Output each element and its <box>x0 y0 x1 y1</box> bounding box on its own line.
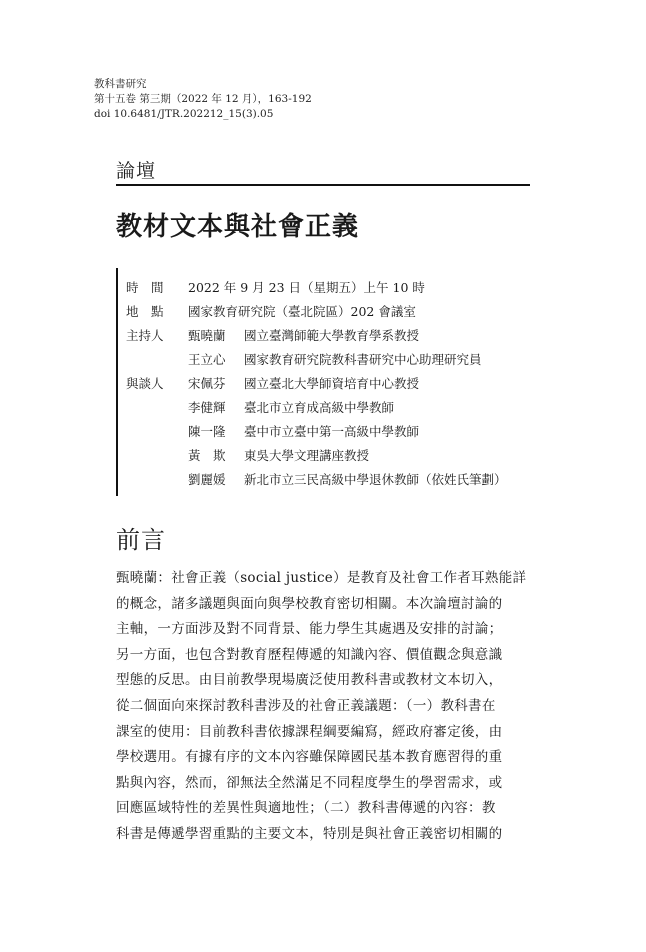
panelist-name: 黃 欺 <box>188 448 226 463</box>
journal-doi: doi 10.6481/JTR.202212_15(3).05 <box>94 108 274 120</box>
body-line: 科書是傳遞學習重點的主要文本，特別是與社會正義密切相關的 <box>116 825 503 842</box>
body-line: 另一方面，也包含對教育歷程傳遞的知識內容、價值觀念與意識 <box>116 646 503 663</box>
panelist-name: 劉麗媛 <box>188 472 226 487</box>
journal-header <box>94 77 312 122</box>
host-label: 主持人 <box>126 328 164 343</box>
body-line: 的概念，諸多議題與面向與學校教育密切相關。本次論壇討論的 <box>116 595 503 612</box>
journal-issue: 第十五卷 第三期（2022 年 12 月），163-192 <box>94 93 312 105</box>
time-label: 時 間 <box>126 280 164 295</box>
host-title: 國立臺灣師範大學教育學系教授 <box>244 328 420 343</box>
body-line: 回應區域特性的差異性與適地性；（二）教科書傳遞的內容：教 <box>116 800 496 817</box>
panelist-title: 臺中市立臺中第一高級中學教師 <box>244 424 420 439</box>
body-line: 主軸，一方面涉及對不同背景、能力學生其處遇及安排的討論； <box>116 621 503 638</box>
body-line: 型態的反思。由目前教學現場廣泛使用教科書或教材文本切入， <box>116 672 503 689</box>
section-heading: 前言 <box>116 526 166 554</box>
host-title: 國家教育研究院教科書研究中心助理研究員 <box>244 352 482 367</box>
body-line: 學校選用。有據有序的文本內容雖保障國民基本教育應習得的重 <box>116 749 503 766</box>
forum-info-box <box>116 268 534 496</box>
time-value: 2022 年 9 月 23 日（星期五）上午 10 時 <box>188 280 425 295</box>
host-name: 甄曉蘭 <box>188 328 226 343</box>
host-name: 王立心 <box>188 352 226 367</box>
body-line: 課室的使用：目前教科書依據課程綱要編寫，經政府審定後，由 <box>116 723 503 740</box>
section-label: 論壇 <box>116 160 157 182</box>
body-line: 甄曉蘭：社會正義（social justice）是教育及社會工作者耳熟能詳 <box>116 570 527 586</box>
panelist-title: 東吳大學文理講座教授 <box>244 448 370 463</box>
panelist-name: 宋佩芬 <box>188 376 226 391</box>
body-line: 從二個面向來探討教科書涉及的社會正義議題：（一）教科書在 <box>116 697 496 714</box>
body-line: 點與內容，然而，卻無法全然滿足不同程度學生的學習需求，或 <box>116 774 503 791</box>
panelist-name: 陳一隆 <box>188 424 226 439</box>
panelist-title: 國立臺北大學師資培育中心教授 <box>244 376 420 391</box>
body-paragraph <box>116 566 532 848</box>
panelist-title: 臺北市立育成高級中學教師 <box>244 400 395 415</box>
panelist-title: 新北市立三民高級中學退休教師（依姓氏筆劃） <box>244 472 507 487</box>
section-divider <box>116 184 530 186</box>
panel-label: 與談人 <box>126 376 164 391</box>
journal-name: 教科書研究 <box>94 78 147 90</box>
place-label: 地 點 <box>126 304 164 319</box>
panelist-name: 李健輝 <box>188 400 226 415</box>
place-value: 國家教育研究院（臺北院區）202 會議室 <box>188 304 416 319</box>
article-title: 教材文本與社會正義 <box>116 212 360 242</box>
